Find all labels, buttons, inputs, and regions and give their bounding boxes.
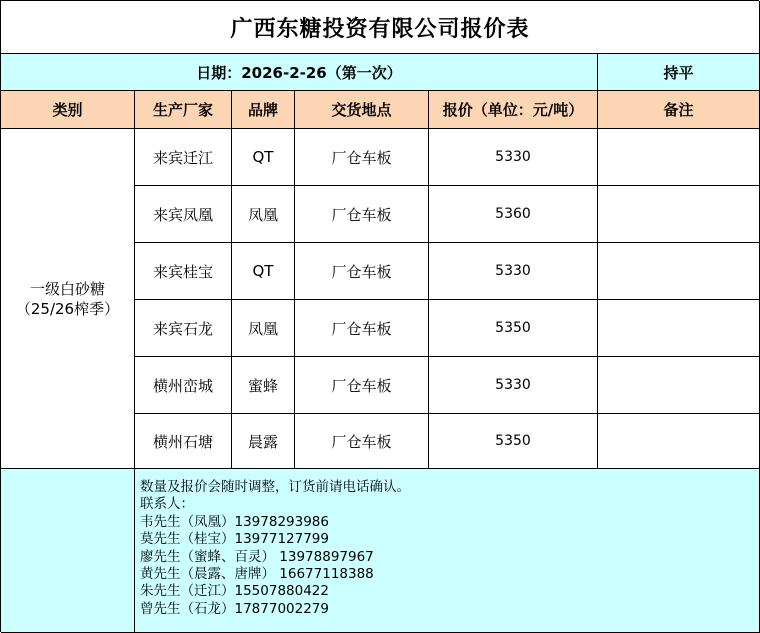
- header-price: 报价（单位：元/吨）: [429, 91, 598, 129]
- row-2-factory: 来宾凤凰: [135, 186, 232, 243]
- contact-line: 莫先生（桂宝）13977127799: [140, 531, 329, 548]
- contacts-heading: 联系人：: [140, 496, 194, 513]
- category-cell: [1, 129, 135, 469]
- sheet-title: 广西东糖投资有限公司报价表: [1, 1, 760, 54]
- row-4-delivery: 厂仓车板: [295, 300, 429, 357]
- row-2-price: 5360: [429, 186, 598, 243]
- contact-line: 黄先生（晨露、唐牌） 16677118388: [140, 566, 374, 583]
- row-3-brand: QT: [232, 243, 295, 300]
- footer-notes: [135, 469, 760, 633]
- row-6-price: 5350: [429, 414, 598, 469]
- trend-label: 持平: [598, 54, 760, 91]
- header-delivery: 交货地点: [295, 91, 429, 129]
- row-6-factory: 横州石塘: [135, 414, 232, 469]
- category-season: （25/26榨季）: [15, 299, 120, 318]
- header-factory: 生产厂家: [135, 91, 232, 129]
- row-3-delivery: 厂仓车板: [295, 243, 429, 300]
- row-2-brand: 凤凰: [232, 186, 295, 243]
- contact-line: 朱先生（迁江）15507880422: [140, 583, 329, 600]
- row-1-brand: QT: [232, 129, 295, 186]
- row-3-note: [598, 243, 760, 300]
- notice-text: 数量及报价会随时调整，订货前请电话确认。: [140, 479, 410, 495]
- contact-line: 廖先生（蜜蜂、百灵） 13978897967: [140, 548, 374, 565]
- row-4-price: 5350: [429, 300, 598, 357]
- row-6-note: [598, 414, 760, 469]
- row-1-delivery: 厂仓车板: [295, 129, 429, 186]
- row-2-note: [598, 186, 760, 243]
- row-1-factory: 来宾迁江: [135, 129, 232, 186]
- row-4-brand: 凤凰: [232, 300, 295, 357]
- contact-line: 曾先生（石龙）17877002279: [140, 600, 329, 617]
- footer-left-blank: [1, 469, 135, 633]
- category-name: 一级白砂糖: [29, 279, 105, 298]
- row-3-price: 5330: [429, 243, 598, 300]
- row-1-note: [598, 129, 760, 186]
- header-brand: 品牌: [232, 91, 295, 129]
- row-3-factory: 来宾桂宝: [135, 243, 232, 300]
- row-5-brand: 蜜蜂: [232, 357, 295, 414]
- row-4-factory: 来宾石龙: [135, 300, 232, 357]
- row-5-factory: 横州峦城: [135, 357, 232, 414]
- header-category: 类别: [1, 91, 135, 129]
- contact-line: 韦先生（凤凰）13978293986: [140, 513, 329, 530]
- row-2-delivery: 厂仓车板: [295, 186, 429, 243]
- header-notes: 备注: [598, 91, 760, 129]
- row-6-brand: 晨露: [232, 414, 295, 469]
- date-line: 日期：2026-2-26（第一次）: [1, 54, 598, 91]
- row-1-price: 5330: [429, 129, 598, 186]
- row-4-note: [598, 300, 760, 357]
- row-5-price: 5330: [429, 357, 598, 414]
- row-5-note: [598, 357, 760, 414]
- row-6-delivery: 厂仓车板: [295, 414, 429, 469]
- row-5-delivery: 厂仓车板: [295, 357, 429, 414]
